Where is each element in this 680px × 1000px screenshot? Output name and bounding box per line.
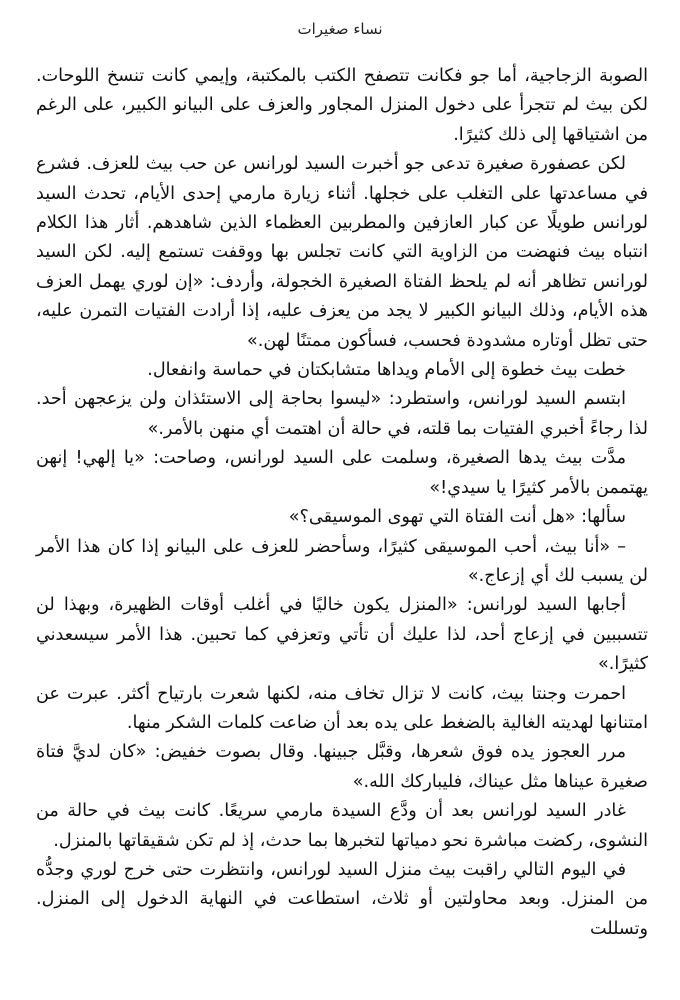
paragraph-8: أجابها السيد لورانس: «المنزل يكون خاليًا في أغلب أوقات الظهيرة، وبهذا لن تتسببين في إزعاج أحد، لذا عليك أن تأتي وتعزفي كما تحبين. هذا الأمر سيسعدني كثيرًا.» bbox=[36, 595, 648, 675]
paragraph-7: – «أنا بيث، أحب الموسيقى كثيرًا، وسأحضر للعزف على البيانو إذا كان هذا الأمر لن يسبب لك أي إزعاج.» bbox=[36, 536, 648, 586]
paragraph-6: سألها: «هل أنت الفتاة التي تهوى الموسيقى؟» bbox=[288, 507, 626, 528]
paragraph-4: ابتسم السيد لورانس، واستطرد: «ليسوا بحاجة إلى الاستئذان ولن يزعجهن أحد. لذا رجاءً أخبري الفتيات بما قلته، في حالة أن اهتمت أي منهن بالأمر.» bbox=[36, 389, 648, 439]
running-title: نساء صغيرات bbox=[297, 20, 383, 38]
paragraph-9: احمرت وجنتا بيث، كانت لا تزال تخاف منه، لكنها شعرت بارتياح أكثر. عبرت عن امتنانها لهديته الغالية بالضغط على يده بعد أن ضاعت كلمات الشكر منها. bbox=[36, 683, 648, 733]
paragraph-1: الصوبة الزجاجية، أما جو فكانت تتصفح الكتب بالمكتبة، وإيمي كانت تنسخ اللوحات. لكن بيث لم تتجرأ على دخول المنزل المجاور والعزف على البيانو الكبير، على الرغم من اشتياقها إلى ذلك كثيرًا. bbox=[36, 66, 648, 145]
paragraph-5: مدَّت بيث يدها الصغيرة، وسلمت على السيد لورانس، وصاحت: «يا إلهي! إنهن يهتممن بالأمر كثيرًا يا سيدي!» bbox=[36, 448, 648, 498]
paragraph-12: في اليوم التالي راقبت بيث منزل السيد لورانس، وانتظرت حتى خرج لوري وجدُّه من المنزل. وبعد محاولتين أو ثلاث، استطاعت في النهاية الدخول إلى المنزل. وتسللت bbox=[36, 859, 648, 939]
paragraph-2: لكن عصفورة صغيرة تدعى جو أخبرت السيد لورانس عن حب بيث للعزف. فشرع في مساعدتها على التغلب على خجلها. أثناء زيارة مارمي إحدى الأيام، تحدث السيد لورانس طويلًا عن كبار العازفين والمطربين العظماء الذين شاهدهم. أثار هذا الكلام انتباه بيث فنهضت من الزاوية التي كانت تجلس بها ووقفت تستمع إليه. لكن السيد لورانس تظاهر أنه لم يلحظ الفتاة الصغيرة الخجولة، وأردف: «إن لوري يهمل العزف هذه الأيام، وذلك البيانو الكبير لا يجد من يعزف عليه، إذا أرادت الفتيات التمرن عليه، حتى تظل أوتاره مشدودة فحسب، فسأكون ممتنًا لهن.» bbox=[36, 154, 648, 351]
body-text bbox=[36, 62, 648, 944]
paragraph-10: مرر العجوز يده فوق شعرها، وقبَّل جبينها. وقال بصوت خفيض: «كان لديَّ فتاة صغيرة عيناها مثل عيناك، فليباركك الله.» bbox=[36, 742, 648, 792]
paragraph-11: غادر السيد لورانس بعد أن ودَّع السيدة مارمي سريعًا. كانت بيث في حالة من النشوى، ركضت مباشرة نحو دمياتها لتخبرها بما حدث، إذ لم تكن شقيقاتها بالمنزل. bbox=[36, 801, 648, 851]
paragraph-3: خطت بيث خطوة إلى الأمام ويداها متشابكتان في حماسة وانفعال. bbox=[147, 360, 626, 381]
